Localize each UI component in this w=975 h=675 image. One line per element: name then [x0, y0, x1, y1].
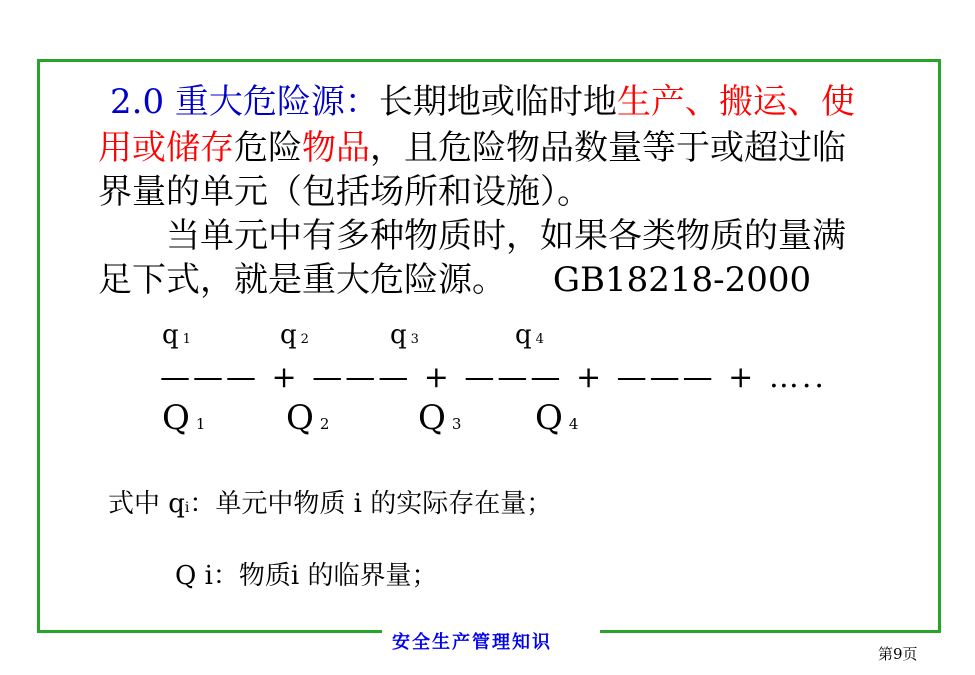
- line2-plain1: 危险: [234, 128, 302, 168]
- line1-red: 生产、搬运、使: [616, 82, 855, 122]
- denominator-Q4: Q 4: [535, 398, 579, 438]
- line2-red2: 物品: [302, 128, 370, 168]
- definition-Qi: Q i：物质i 的临界量；: [175, 561, 438, 591]
- denominator-Q2: Q 2: [286, 398, 330, 438]
- definition-line-4: 当单元中有多种物质时，如果各类物质的量满: [98, 216, 846, 256]
- page-number: 第9页: [878, 645, 918, 663]
- definition-line-1: [110, 80, 910, 124]
- numerator-q4: q 4: [515, 320, 544, 350]
- definition-line-3: 界量的单元（包括场所和设施）。: [98, 172, 591, 212]
- formula-operator-line: ——— + ——— + ——— + ——— + …..: [160, 360, 827, 395]
- numerator-q3: q 3: [390, 320, 419, 350]
- standard-code: GB18218-2000: [552, 260, 812, 300]
- line2-plain2: ，且危险物品数量等于或超过临: [370, 128, 846, 168]
- definition-line-5: [98, 258, 898, 302]
- line2-red1: 用或储存: [98, 128, 234, 168]
- section-term: 重大危险源：: [174, 82, 379, 122]
- numerator-q2: q 2: [280, 320, 309, 350]
- section-number: 2.0: [110, 82, 165, 122]
- footer-title: 安全生产管理知识: [392, 632, 552, 653]
- definition-line-2: [98, 126, 898, 170]
- definition-qi: 式中 qi：单元中物质 i 的实际存在量；: [108, 489, 553, 519]
- denominator-Q3: Q 3: [418, 398, 462, 438]
- numerator-q1: q 1: [162, 320, 191, 350]
- denominator-Q1: Q 1: [162, 398, 206, 438]
- line1-plain: 长期地或临时地: [378, 82, 617, 122]
- line5-text: 足下式，就是重大危险源。: [98, 260, 506, 300]
